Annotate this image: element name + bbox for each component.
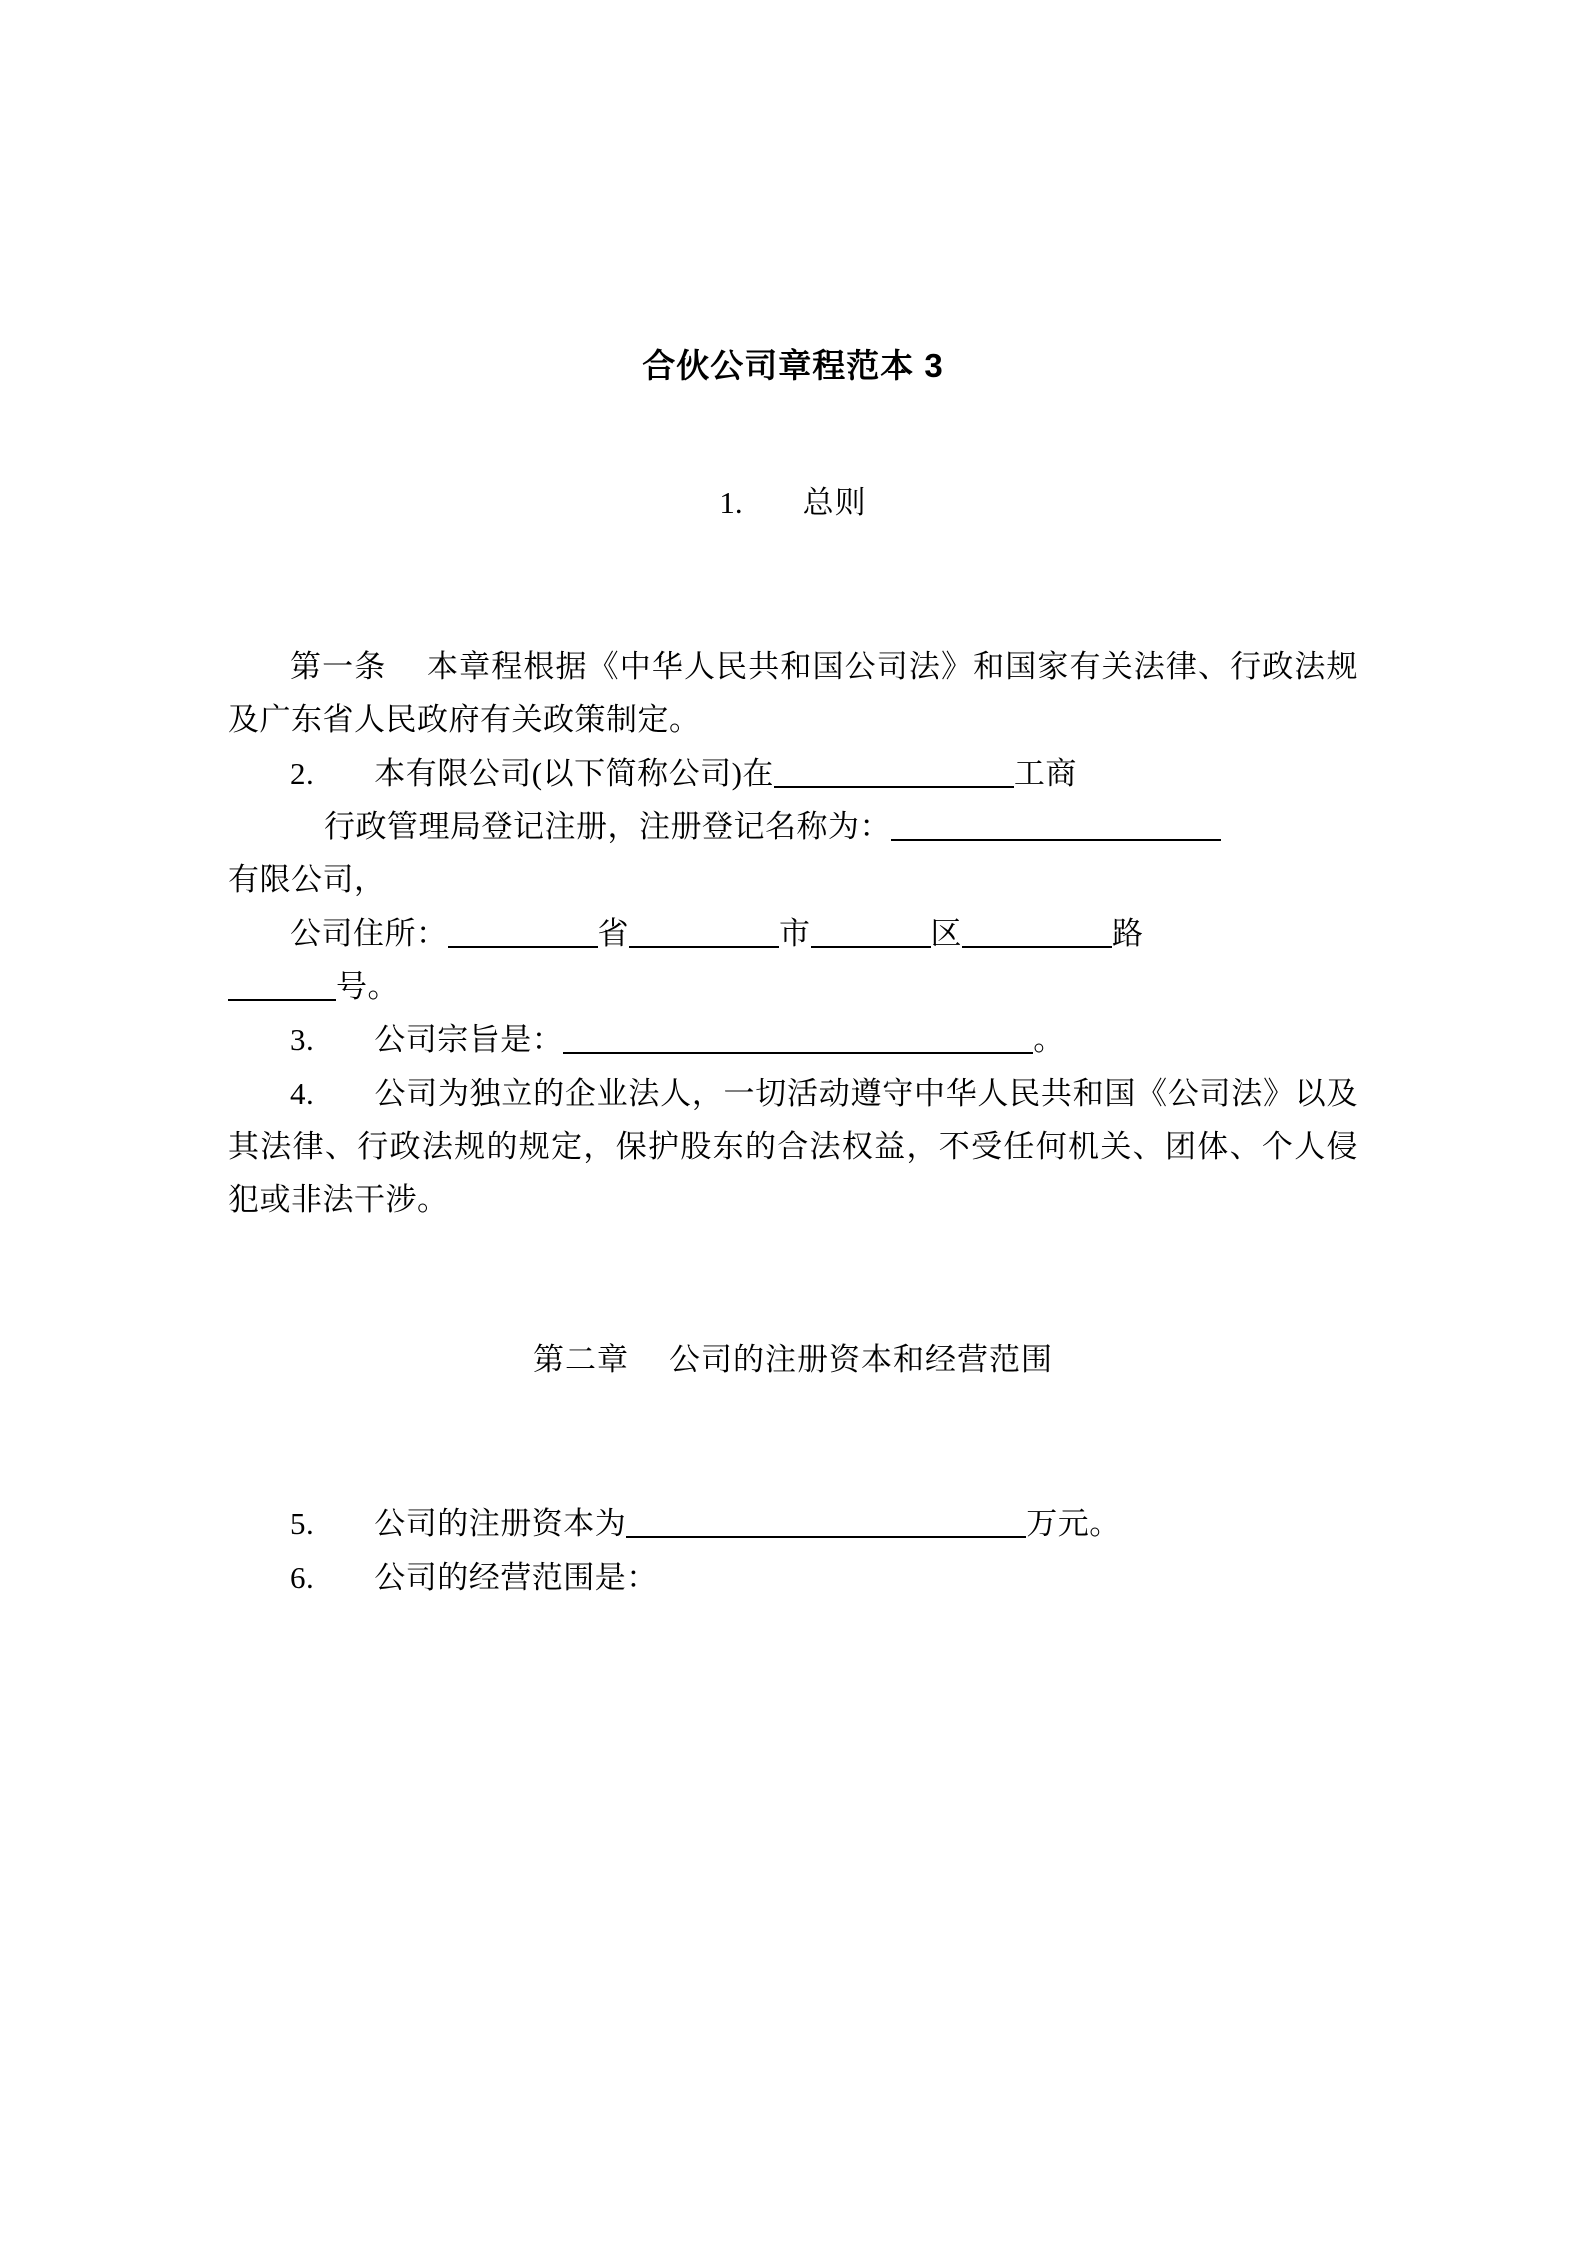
item-2-text-b: 工商 [1013,755,1077,791]
blank-field-registered-name[interactable] [891,839,1221,841]
blank-field-province[interactable] [448,946,598,948]
item-2-text-d: 有限公司， [228,862,386,898]
item-4-paragraph [228,1067,1358,1227]
document-content [228,0,1358,1604]
item-2-number: 2. [290,755,315,791]
item-6-number: 6. [290,1559,315,1595]
blank-field-company-purpose[interactable] [563,1052,1033,1054]
item-2-text-a: 本有限公司(以下简称公司)在 [374,755,774,791]
item-5-number: 5. [290,1506,315,1542]
address-shi: 市 [779,915,811,951]
item-5-text-b: 万元。 [1026,1506,1121,1542]
address-sheng: 省 [597,915,629,951]
section-label: 总则 [802,485,867,520]
item-3-number: 3. [290,1022,315,1058]
blank-field-road[interactable] [962,946,1112,948]
address-line-2 [228,960,1358,1013]
item-3-end: 。 [1033,1022,1065,1058]
item-4-number: 4. [290,1075,315,1111]
item-6-line [228,1551,1358,1604]
chapter-2-heading [228,1334,1358,1379]
address-qu: 区 [930,915,962,951]
item-2-line-1 [228,747,1358,800]
address-hao: 号。 [336,968,399,1004]
address-label: 公司住所： [290,915,448,951]
item-5-line [228,1497,1358,1550]
address-lu: 路 [1112,915,1144,951]
page-title: 合伙公司章程范本 3 [642,347,944,384]
section-heading-general [228,477,1358,522]
item-2-line-3 [228,853,1358,906]
blank-field-city[interactable] [629,946,779,948]
item-2-text-c: 行政管理局登记注册，注册登记名称为： [324,808,891,844]
address-line-1 [228,907,1358,960]
item-2-line-2 [228,800,1358,853]
blank-field-registered-capital[interactable] [626,1536,1026,1538]
blank-field-number[interactable] [228,999,336,1001]
article-1-paragraph [228,640,1358,747]
item-6-text: 公司的经营范围是： [374,1559,658,1595]
article-1-lead: 第一条 [290,649,387,684]
article-1-text: 本章程根据《中华人民共和国公司法》和国家有关法律、行政法规及广东省人民政府有关政策制定。 [228,649,1358,738]
item-4-text: 公司为独立的企业法人，一切活动遵守中华人民共和国《公司法》以及其法律、行政法规的规定，保护股东的合法权益，不受任何机关、团体、个人侵犯或非法干涉。 [228,1075,1358,1218]
item-3-line [228,1013,1358,1066]
section-number: 1. [719,485,743,520]
blank-field-registration-place[interactable] [774,786,1014,788]
item-5-text-a: 公司的注册资本为 [374,1506,627,1542]
blank-field-district[interactable] [811,946,931,948]
chapter-2-title: 公司的注册资本和经营范围 [669,1342,1053,1378]
item-3-text: 公司宗旨是： [374,1022,564,1058]
chapter-2-number: 第二章 [533,1342,629,1378]
